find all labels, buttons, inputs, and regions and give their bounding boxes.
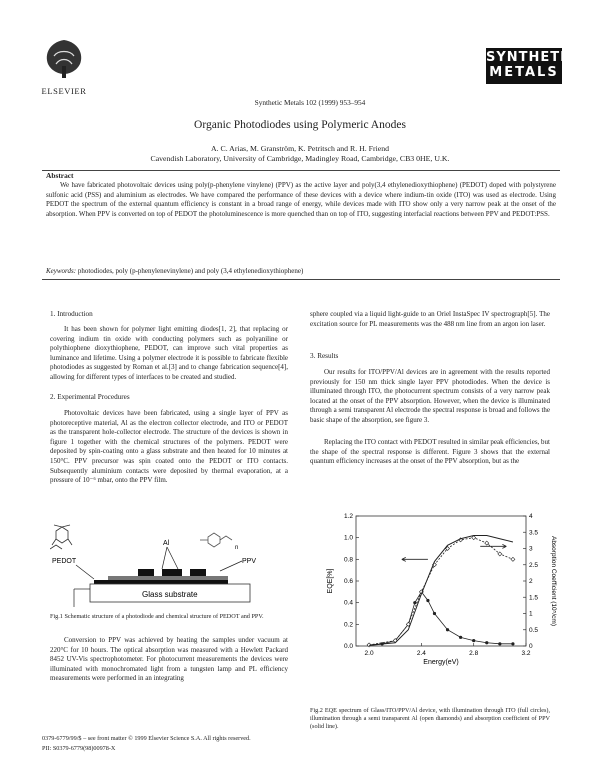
x-axis-label: Energy(eV): [423, 659, 459, 666]
ito-data-point-8: [446, 628, 449, 631]
y-tick-label-2: 0.4: [343, 599, 353, 607]
intro-text: It has been shown for polymer light emitting diodes[1, 2], that replacing or covering indium tin oxide with conducting polymers such as polyaniline or polythiophene dioxythiophene, PEDOT, can improve such vital properties as luminance and lifetime. Using a polymer electrode it is possible to fabricate flexible photodiodes as suggested by Roman et al.[3] and to change fabrication sequence[4], allowing for different types of interfaces to be created and studied.: [50, 325, 288, 381]
ito-data-point-6: [426, 599, 429, 602]
glass-substrate-label: Glass substrate: [142, 590, 198, 599]
ppv-structure-subscript: n: [235, 545, 239, 551]
y-tick-label-6: 1.2: [343, 513, 353, 520]
abstract-text: We have fabricated photovoltaic devices using poly(p-phenylene vinylene) (PPV) as the active layer and poly(3,4 ethylenedioxythiophene) (PEDOT) doped with polystyrene sulfonic acid (PSS) and aluminium as electrodes. We have compared the performance of these devices with a device where indium-tin oxide (ITO) was used as electrode. Using PEDOT the spectrum of the external quantum efficiency is constant in a broad range of energy, while devices made with ITO show only a very narrow peak at the onset of the absorption. When PPV is converted on top of PEDOT the photoluminescence is more quenched than on top of ITO, suggesting interfacial reactions between PPV and PEDOT:PSS.: [46, 181, 556, 218]
pedot-structure-icon: [50, 525, 72, 549]
y2-tick-label-0: 0: [529, 643, 533, 650]
y2-tick-label-5: 2.5: [529, 561, 539, 569]
pedot-label: PEDOT: [52, 558, 77, 565]
ito-data-point-9: [459, 636, 462, 639]
keywords-label: Keywords:: [46, 267, 77, 275]
intro-heading: 1. Introduction: [50, 310, 93, 318]
experimental-heading: 2. Experimental Procedures: [50, 393, 130, 401]
plot-frame: [356, 516, 526, 646]
figure-2-caption: Fig.2 EQE spectrum of Glass/ITO/PPV/Al device, with illumination through ITO (full circles), illumination through a semi transparent Al (open diamonds) and absorption coefficient of PPV (solid line).: [310, 707, 550, 730]
journal-logo-line2: METALS: [489, 65, 559, 80]
journal-logo-line1: SYNTHETIC: [486, 50, 577, 65]
left-axis-arrow: [402, 557, 428, 561]
pedot-layer: [94, 580, 228, 584]
results-text-2: Replacing the ITO contact with PEDOT resulted in similar peak efficiencies, but the shape of the spectral response is different. Figure 3 shows that the external quantum efficiency increases at the onset of the PPV absorption, but as the: [310, 438, 550, 466]
y2-tick-label-2: 1: [529, 610, 533, 618]
x-tick-label-2: 2.8: [469, 650, 479, 657]
y2-tick-label-3: 1.5: [529, 594, 539, 602]
y2-axis-label: Absorption Coefficient (10⁵/cm): [550, 535, 557, 627]
figure-1: [50, 523, 295, 608]
y-axis-label: EQE[%]: [327, 568, 334, 594]
al-label: Al: [163, 540, 170, 547]
conversion-text: Conversion to PPV was achieved by heating the samples under vacuum at 220°C for 10 hours. The optical absorption was measured with a Hewlett Packard 8452 UV-Vis spectrophotometer. For photocurrent measurements the devices were illuminated with monochromated light from a tungsten lamp and PL efficiency measurements were performed in an integrating: [50, 636, 288, 683]
al-data-point-8: [485, 541, 489, 545]
y-tick-label-4: 0.8: [343, 556, 353, 564]
ppv-layer: [108, 576, 228, 580]
results-text-1: Our results for ITO/PPV/Al devices are in agreement with the results reported previously for 150 nm thick single layer PPV photodiodes. When the device is illuminated through ITO, the photocurrent spectrum consists of a very narrow peak located at the onset of the PPV absorption. However, when the device is illuminated through a semi transparent Al electrode the spectral response is broad and follows the basic shape of the absorption, see figure 3.: [310, 368, 550, 424]
right-top-text: sphere coupled via a liquid light-guide to an Oriel InstaSpec IV spectrograph[5]. The excitation source for PL measurements was the 488 nm line from an argon ion laser.: [310, 310, 550, 328]
y-tick-label-5: 1.0: [343, 534, 353, 542]
footer-pii: PII: S0379-6779(98)00978-X: [42, 745, 116, 752]
figure-2: [312, 500, 572, 700]
paper-title: Organic Photodiodes using Polymeric Anodes: [194, 119, 406, 131]
y2-tick-label-7: 3.5: [529, 529, 539, 537]
y2-tick-label-1: 0.5: [529, 626, 539, 634]
x-tick-label-1: 2.4: [416, 650, 426, 657]
series-line-2: [369, 536, 513, 646]
elsevier-tree-icon: [40, 36, 88, 80]
abstract-heading: Abstract: [46, 171, 74, 180]
al-data-point-10: [511, 557, 515, 561]
figure-1-caption: Fig.1 Schematic structure of a photodiode and chemical structure of PEDOT and PPV.: [50, 613, 264, 620]
y-tick-label-0: 0.0: [343, 643, 353, 650]
x-tick-label-3: 3.2: [521, 650, 531, 657]
al-contact-1: [138, 569, 154, 576]
keywords: [46, 267, 556, 277]
paper-authors: A. C. Arias, M. Granström, K. Petritsch and R. H. Friend: [210, 144, 389, 153]
al-contact-2: [162, 569, 182, 576]
footer-copyright: 0379-6779/99/$ – see front matter © 1999 Elsevier Science S.A. All rights reserved.: [42, 735, 251, 742]
journal-logo: [486, 48, 577, 84]
series-line-0: [369, 592, 513, 645]
device-structure-diagram: [50, 523, 295, 608]
ppv-label: PPV: [242, 558, 257, 565]
y2-tick-label-8: 4: [529, 513, 533, 520]
experimental-text: Photovoltaic devices have been fabricated, using a single layer of PPV as photoreceptive material, Al as the electron collector electrode, and ITO or PEDOT as the transparent hole-collector electrode. The structure of the devices is shown in figure 1 together with the chemical structures of the polymers. PEDOT were deposited by spin-coating onto a glass substrate and then heated for 10 minutes at 150°C. PPV precursor was spin coated onto the PEDOT or ITO contacts. Subsequently aluminium contacts were deposited by thermal evaporation, at a pressure of 10⁻⁶ mbar, onto the PPV film.: [50, 409, 288, 485]
journal-reference: Synthetic Metals 102 (1999) 953–954: [254, 98, 366, 107]
al-contact-3: [190, 569, 206, 576]
y2-tick-label-6: 3: [529, 545, 533, 553]
keywords-text: photodiodes, poly (p-phenylenevinylene) and poly (3,4 ethylenedioxythiophene): [77, 267, 304, 275]
eqe-chart: [312, 500, 572, 700]
publisher-name: ELSEVIER: [41, 86, 87, 96]
paper-affiliation: Cavendish Laboratory, University of Cambridge, Madingley Road, Cambridge, CB3 0HE, U.K.: [150, 154, 450, 163]
abstract-rule: [42, 279, 560, 280]
y-tick-label-1: 0.2: [343, 621, 353, 629]
elsevier-logo: [40, 36, 88, 96]
ppv-structure-icon: [200, 533, 232, 547]
ito-data-point-10: [472, 639, 475, 642]
ito-data-point-12: [498, 642, 501, 645]
ito-data-point-13: [511, 642, 514, 645]
ito-data-point-11: [485, 641, 488, 644]
header-rule: [42, 170, 560, 171]
y-tick-label-3: 0.6: [343, 578, 353, 585]
y2-tick-label-4: 2: [529, 578, 533, 585]
ito-data-point-4: [413, 601, 416, 604]
al-data-point-9: [498, 552, 502, 556]
x-tick-label-0: 2.0: [364, 650, 374, 657]
ito-data-point-7: [433, 612, 436, 615]
right-axis-arrow: [480, 544, 506, 548]
results-heading: 3. Results: [310, 352, 339, 360]
